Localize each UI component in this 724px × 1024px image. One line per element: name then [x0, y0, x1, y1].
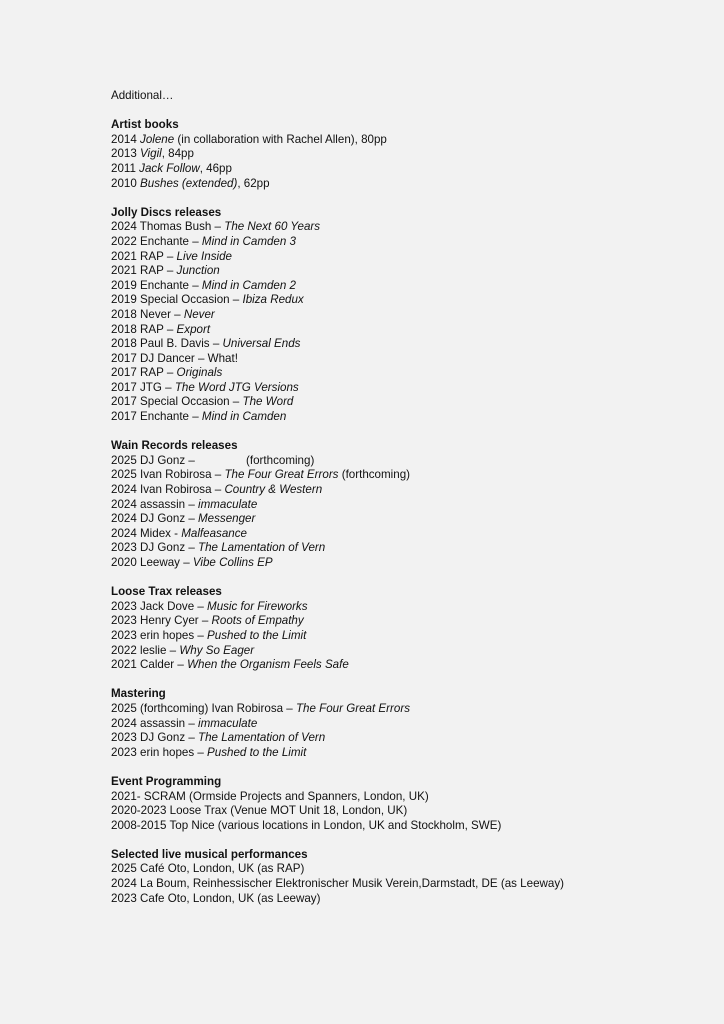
entry-suffix: (forthcoming) [246, 453, 315, 467]
entry-title: Jack Follow [139, 161, 200, 175]
entry-text: 2017 Enchante – [111, 410, 202, 424]
entry-line [111, 717, 701, 732]
entry-title: Country & Western [224, 483, 323, 497]
entry-text: 2025 (forthcoming) Ivan Robirosa – [111, 701, 296, 715]
entry-title: Mind in Camden [201, 410, 287, 424]
entry-text: 2024 assassin – [111, 716, 199, 730]
entry-line [111, 702, 701, 717]
entry-text: 2024 La Boum, Reinhessischer Elektronischer Musik Verein,Darmstadt, DE (as Leeway) [111, 877, 564, 891]
entry-line [111, 177, 701, 192]
entry-line [111, 614, 701, 629]
entry-title: Messenger [198, 512, 256, 526]
section-heading: Selected live musical performances [111, 847, 308, 861]
section-heading: Mastering [111, 687, 166, 701]
sections-container [111, 118, 701, 906]
entry-text: 2024 Ivan Robirosa – [111, 483, 225, 497]
entry-line [111, 498, 701, 513]
entry-text: 2024 Thomas Bush – [111, 220, 225, 234]
section-heading: Event Programming [111, 774, 222, 788]
section [111, 848, 701, 906]
entry-line [111, 220, 701, 235]
entry-line [111, 892, 701, 907]
entry-text: 2023 DJ Gonz – [111, 731, 199, 745]
entry-title: Vigil [140, 147, 162, 161]
entry-title: immaculate [198, 716, 258, 730]
entry-text: 2018 Paul B. Davis – [111, 337, 223, 351]
section-heading: Artist books [111, 118, 179, 132]
entry-title: The Next 60 Years [224, 220, 321, 234]
entry-title: Pushed to the Limit [207, 628, 307, 642]
entry-line [111, 746, 701, 761]
entry-title: The Lamentation of Vern [198, 541, 326, 555]
entry-line [111, 235, 701, 250]
entry-line [111, 541, 701, 556]
entry-text: 2025 Ivan Robirosa – [111, 468, 225, 482]
entry-line [111, 731, 701, 746]
entry-suffix: (forthcoming) [338, 468, 410, 482]
entry-line [111, 381, 701, 396]
section [111, 775, 701, 833]
entry-suffix: , 62pp [237, 176, 270, 190]
entry-line [111, 556, 701, 571]
entry-title: Why So Eager [179, 643, 255, 657]
entry-title: Mind in Camden 2 [201, 278, 296, 292]
entry-line [111, 483, 701, 498]
entry-title: Export [176, 322, 211, 336]
entry-line [111, 352, 701, 367]
entry-text: 2013 [111, 147, 141, 161]
entry-text: 2024 Midex - [111, 526, 182, 540]
entry-text: 2025 Café Oto, London, UK (as RAP) [111, 862, 305, 876]
entry-line [111, 468, 701, 483]
entry-text: 2023 Jack Dove – [111, 599, 208, 613]
entry-text: 2011 [111, 161, 140, 175]
entry-line [111, 658, 701, 673]
section-heading: Loose Trax releases [111, 585, 222, 599]
entry-line [111, 512, 701, 527]
section [111, 118, 701, 191]
entry-line [111, 337, 701, 352]
entry-line [111, 644, 701, 659]
entry-text: 2024 assassin – [111, 497, 199, 511]
section [111, 585, 701, 673]
entry-title: Never [183, 307, 215, 321]
entry-text: 2019 Special Occasion – [111, 293, 243, 307]
entry-suffix: , 46pp [199, 161, 232, 175]
entry-line [111, 133, 701, 148]
entry-text: 2014 [111, 132, 141, 146]
entry-text: 2018 Never – [111, 307, 184, 321]
entry-text: 2023 erin hopes – [111, 628, 208, 642]
entry-title: The Word JTG Versions [174, 380, 299, 394]
section-heading: Wain Records releases [111, 439, 238, 453]
entry-text: 2023 erin hopes – [111, 745, 208, 759]
entry-text: 2023 Henry Cyer – [111, 614, 212, 628]
entry-text: 2021 Calder – [111, 658, 188, 672]
entry-title: Bushes (extended) [140, 176, 238, 190]
entry-text: 2022 leslie – [111, 643, 180, 657]
entry-title: Ibiza Redux [242, 293, 304, 307]
entry-line [111, 279, 701, 294]
entry-line [111, 454, 701, 469]
entry-title: Pushed to the Limit [207, 745, 307, 759]
entry-text: 2017 JTG – [111, 380, 175, 394]
entry-text: 2022 Enchante – [111, 234, 202, 248]
redacted-title [198, 456, 246, 466]
entry-text: 2017 DJ Dancer – What! [111, 351, 238, 365]
entry-text: 2025 DJ Gonz – [111, 453, 199, 467]
entry-suffix: , 84pp [161, 147, 194, 161]
entry-line [111, 147, 701, 162]
entry-text: 2019 Enchante – [111, 278, 202, 292]
entry-text: 2023 Cafe Oto, London, UK (as Leeway) [111, 891, 321, 905]
entry-line [111, 877, 701, 892]
entry-title: The Word [242, 395, 294, 409]
entry-line [111, 395, 701, 410]
entry-title: Mind in Camden 3 [201, 234, 296, 248]
section [111, 439, 701, 570]
entry-title: Originals [176, 366, 223, 380]
entry-line [111, 790, 701, 805]
entry-line [111, 162, 701, 177]
entry-title: Vibe Collins EP [192, 556, 273, 569]
entry-text: 2017 RAP – [111, 366, 177, 380]
entry-title: Universal Ends [222, 337, 301, 351]
entry-suffix: (in collaboration with Rachel Allen), 80pp [174, 132, 387, 146]
entry-text: 2020 Leeway – [111, 556, 193, 569]
entry-line [111, 600, 701, 615]
entry-line [111, 819, 701, 834]
entry-title: The Lamentation of Vern [198, 731, 326, 745]
entry-line [111, 410, 701, 425]
entry-line [111, 629, 701, 644]
entry-title: Music for Fireworks [207, 599, 308, 613]
entry-text: 2021- SCRAM (Ormside Projects and Spanners, London, UK) [111, 789, 429, 803]
section-heading: Jolly Discs releases [111, 205, 222, 219]
entry-text: 2021 RAP – [111, 249, 177, 263]
entry-title: Junction [176, 264, 220, 278]
entry-title: Live Inside [176, 249, 232, 263]
entry-title: Roots of Empathy [211, 614, 304, 628]
entry-line [111, 323, 701, 338]
entry-line [111, 264, 701, 279]
entry-line [111, 308, 701, 323]
entry-line [111, 527, 701, 542]
entry-title: immaculate [198, 497, 258, 511]
entry-line [111, 366, 701, 381]
entry-line [111, 293, 701, 308]
entry-text: 2017 Special Occasion – [111, 395, 243, 409]
entry-title: Jolene [140, 132, 175, 146]
entry-text: 2024 DJ Gonz – [111, 512, 199, 526]
entry-line [111, 862, 701, 877]
section [111, 206, 701, 425]
entry-text: 2008-2015 Top Nice (various locations in London, UK and Stockholm, SWE) [111, 818, 502, 832]
entry-title: When the Organism Feels Safe [187, 658, 349, 672]
entry-text: 2021 RAP – [111, 264, 177, 278]
entry-text: 2010 [111, 176, 141, 190]
section [111, 687, 701, 760]
entry-text: 2020-2023 Loose Trax (Venue MOT Unit 18, London, UK) [111, 804, 408, 818]
entry-text: 2023 DJ Gonz – [111, 541, 199, 555]
entry-line [111, 804, 701, 819]
entry-line [111, 250, 701, 265]
entry-title: Malfeasance [181, 526, 247, 540]
intro-text: Additional… [111, 89, 174, 102]
document-content [111, 89, 701, 921]
entry-title: The Four Great Errors [295, 701, 410, 715]
entry-text: 2018 RAP – [111, 322, 177, 336]
entry-title: The Four Great Errors [224, 468, 339, 482]
